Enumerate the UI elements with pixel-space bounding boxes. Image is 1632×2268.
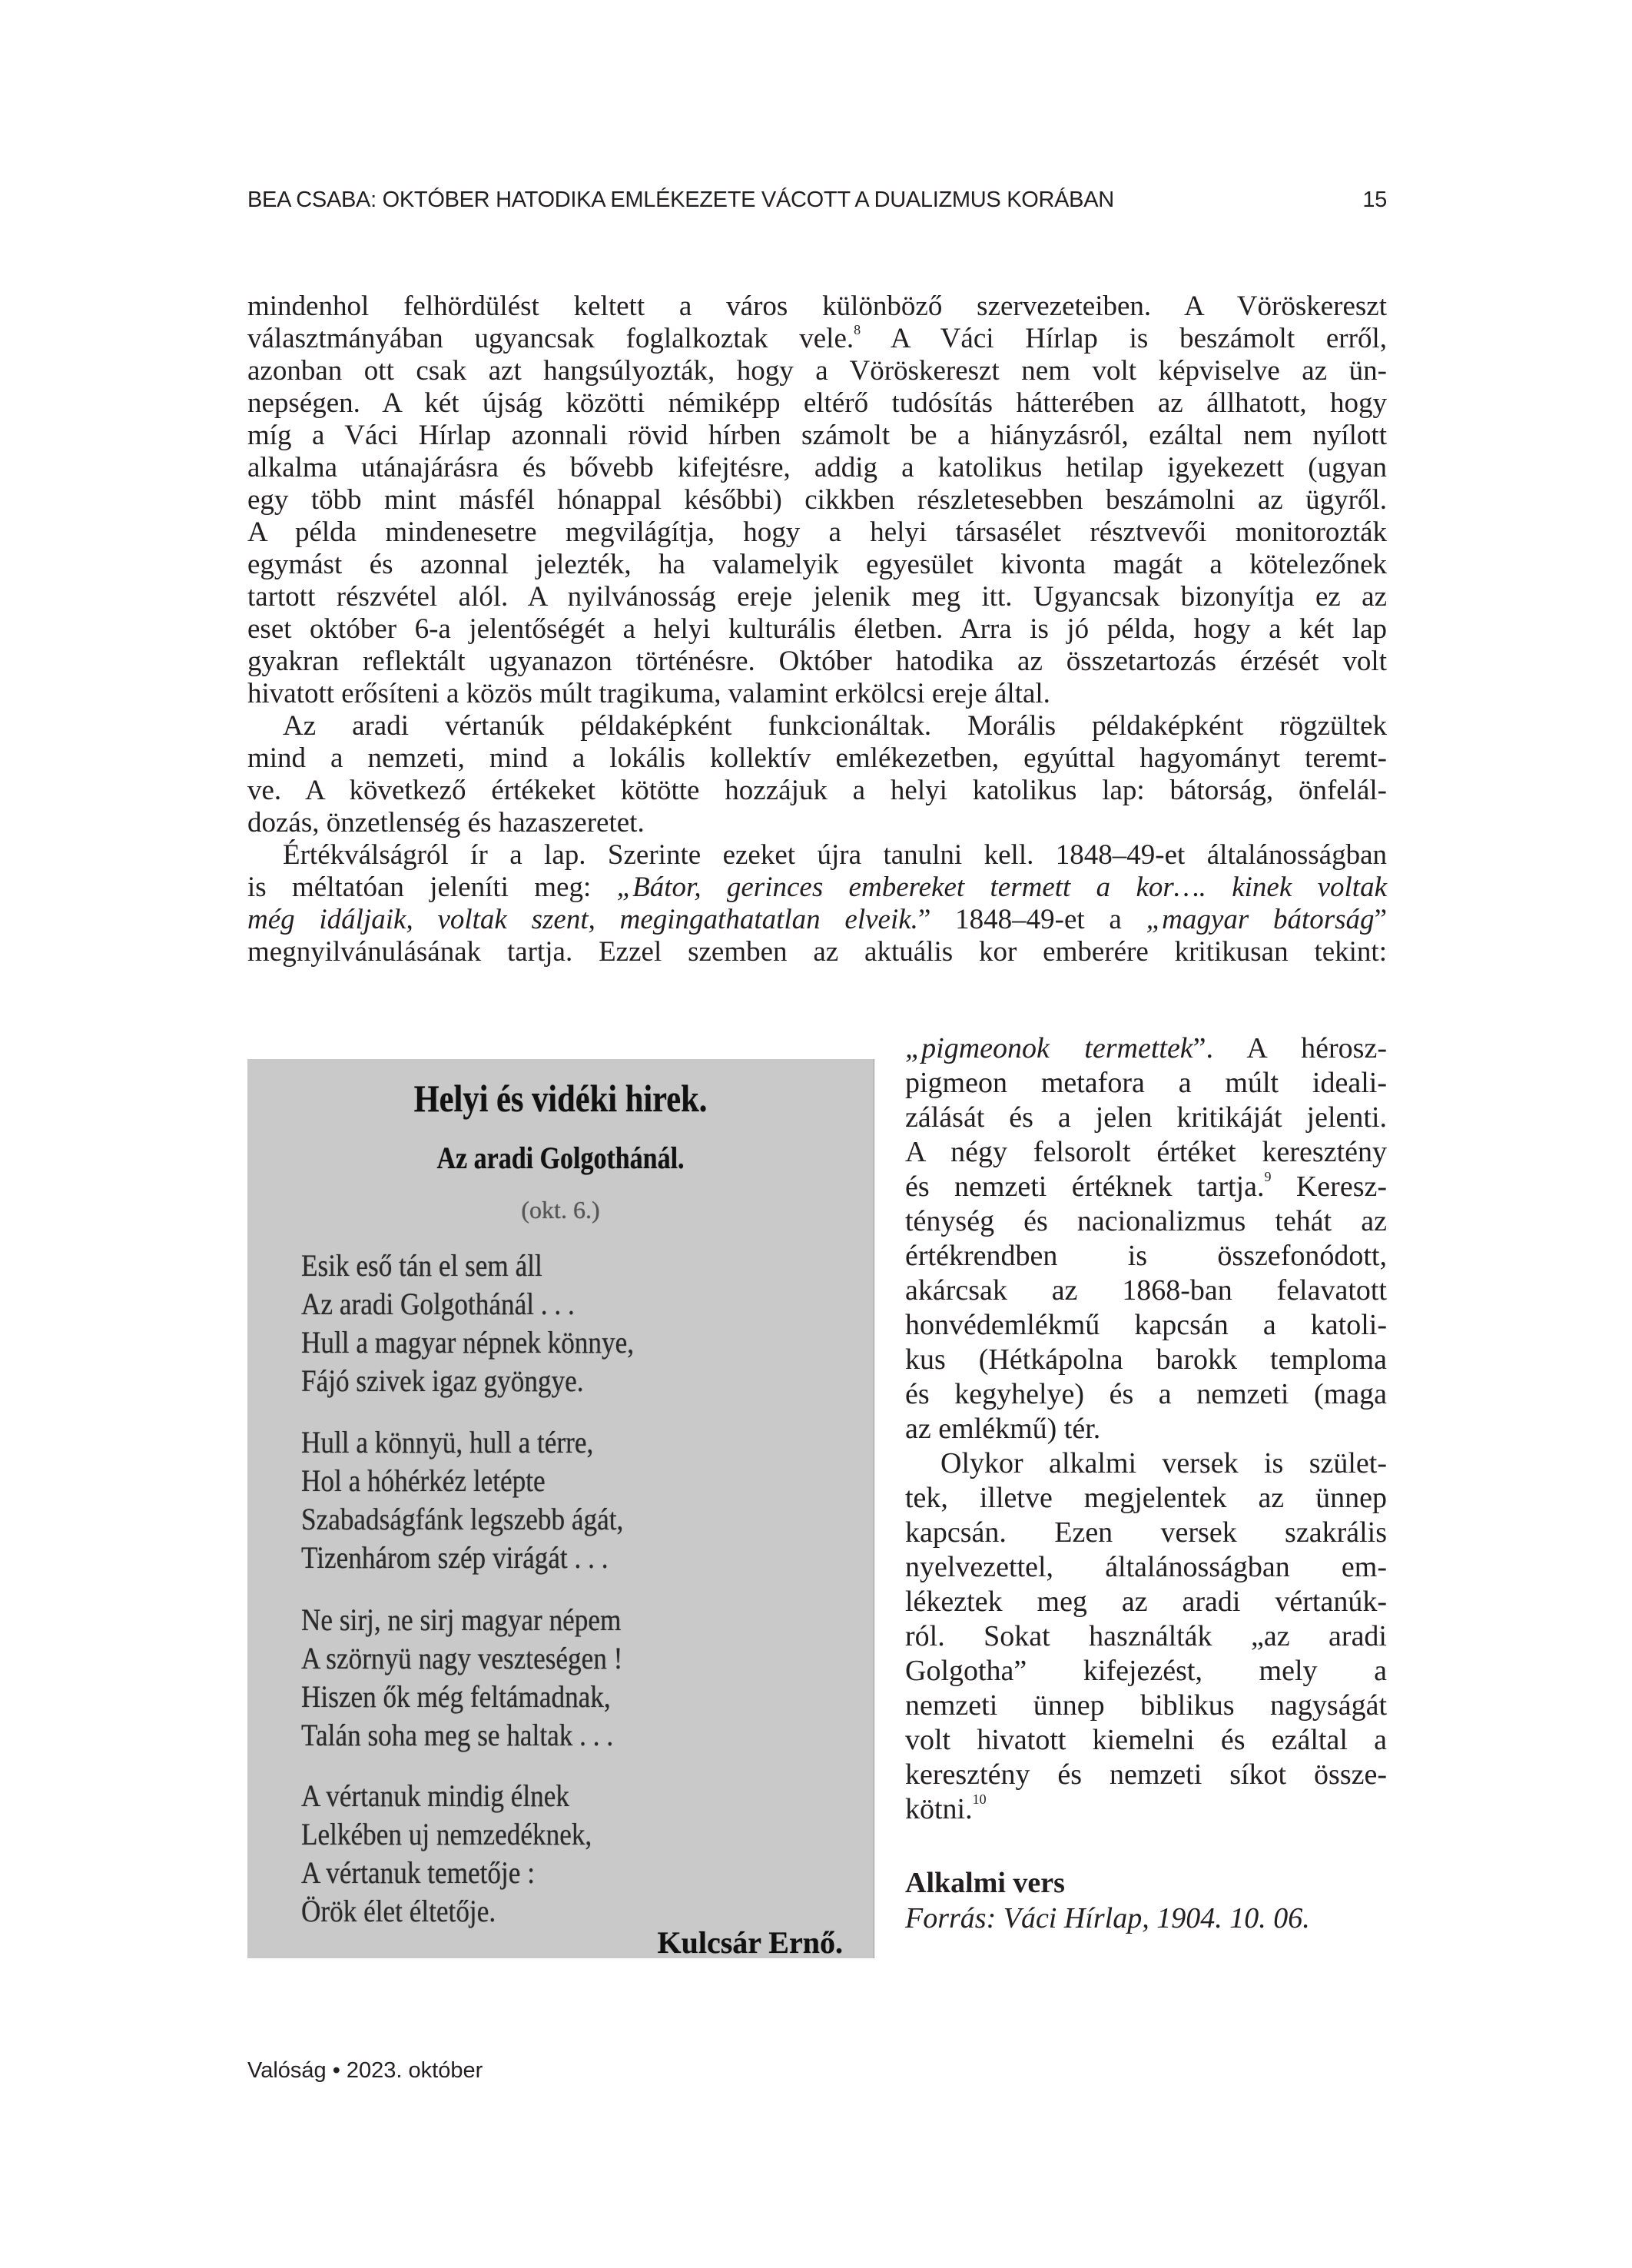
text-line: hivatott erősíteni a közös múlt tragikuma, valamint erkölcsi ereje által. <box>247 678 1050 709</box>
text-line: gyakran reflektált ugyanazon történésre. Október hatodika az összetartozás érzését volt <box>247 646 1387 677</box>
text-line: Az aradi vértanúk példaképként funkcionáltak. Morális példaképként rögzültek <box>283 710 1387 742</box>
text-line: „pigmeonok termettek”. A hérosz- <box>905 1032 1387 1064</box>
text-line: kus (Hétkápolna barokk temploma <box>905 1343 1387 1376</box>
text-line: még idáljaik, voltak szent, megingathatatlan elveik.” 1848–49-et a „magyar bátorság” <box>247 904 1387 935</box>
figure-caption-title: Alkalmi vers <box>905 1867 1065 1899</box>
poem-stanza: Ne sirj, ne sirj magyar népem A szörnyü nagy veszteségen ! Hiszen ők még feltámadnak, Talán soha meg se haltak . . . <box>301 1602 623 1752</box>
text-line: nemzeti ünnep biblikus nagyságát <box>905 1689 1387 1722</box>
text-line: egymást és azonnal jelezték, ha valamelyik egyesület kivonta magát a kötelezőnek <box>247 549 1387 580</box>
text-line: nepségen. A két újság közötti némiképp eltérő tudósítás hátterében az állhatott, hogy <box>247 387 1387 419</box>
poem-stanza: A vértanuk mindig élnek Lelkében uj nemzedéknek, A vértanuk temetője : Örök élet éltetője. <box>301 1778 592 1928</box>
footnote-ref[interactable]: 9 <box>1264 1169 1272 1184</box>
text-line: egy több mint másfél hónappal későbbi) cikkben részletesebben beszámolni az ügyről. <box>247 484 1387 516</box>
text-line: zálását és a jelen kritikáját jelenti. <box>905 1101 1387 1134</box>
text-line: A példa mindenesetre megvilágítja, hogy a helyi társasélet résztvevői monitorozták <box>247 516 1387 548</box>
text-line: keresztény és nemzeti síkot össze- <box>905 1758 1387 1791</box>
text-line: kötni.$^{10}$ <box>905 1791 987 1825</box>
text-line: értékrendben is összefonódott, <box>905 1240 1387 1272</box>
text-line: míg a Váci Hírlap azonnali rövid hírben számolt be a hiányzásról, ezáltal nem nyílott <box>247 420 1387 451</box>
text-line: pigmeon metafora a múlt ideali- <box>905 1067 1387 1099</box>
text-line: honvédemlékmű kapcsán a katoli- <box>905 1309 1387 1341</box>
right-text-column <box>905 1031 1387 1827</box>
text-line: és nemzeti értéknek tartja.$^9$ Keresz- <box>905 1169 1387 1203</box>
footnote-ref[interactable]: 10 <box>972 1791 987 1807</box>
text-line: ve. A következő értékeket kötötte hozzájuk a helyi katolikus lap: bátorság, önfelál- <box>247 775 1387 806</box>
text-line: volt hivatott kiemelni és ezáltal a <box>905 1724 1387 1756</box>
text-line: tartott részvétel alól. A nyilvánosság ereje jelenik meg itt. Ugyancsak bizonyítja ez az <box>247 581 1387 613</box>
text-line: választmányában ugyancsak foglalkoztak vele.$^8$ A Váci Hírlap is beszámolt erről, <box>247 322 1387 354</box>
text-line: nyelvezettel, általánosságban em- <box>905 1551 1387 1583</box>
page-number: 15 <box>1362 188 1387 212</box>
text-line: tek, illetve megjelentek az ünnep <box>905 1482 1387 1514</box>
text-line: és kegyhelye) és a nemzeti (maga <box>905 1378 1387 1410</box>
text-line: is méltatóan jeleníti meg: „Bátor, gerinces embereket termett a kor…. kinek voltak <box>247 872 1387 903</box>
running-title: BEA CSABA: OKTÓBER HATODIKA EMLÉKEZETE VÁCOTT A DUALIZMUS KORÁBAN <box>247 188 1114 212</box>
text-line: eset október 6-a jelentőségét a helyi kulturális életben. Arra is jó példa, hogy a két lap <box>247 613 1387 645</box>
text-line: mindenhol felhördülést keltett a város különböző szervezeteiben. A Vöröskereszt <box>247 291 1387 322</box>
footnote-ref[interactable]: 8 <box>854 322 861 337</box>
running-header <box>247 188 1387 213</box>
text-line: Golgotha” kifejezést, mely a <box>905 1655 1387 1687</box>
main-text-column <box>247 291 1387 968</box>
page-footer: Valóság • 2023. október <box>247 2058 483 2083</box>
text-line: ténység és nacionalizmus tehát az <box>905 1205 1387 1237</box>
poem-date: (okt. 6.) <box>521 1196 600 1224</box>
text-line: azonban ott csak azt hangsúlyozták, hogy a Vöröskereszt nem volt képviselve az ün- <box>247 355 1387 387</box>
text-line: alkalma utánajárásra és bővebb kifejtésre, addig a katolikus hetilap igyekezett (ugyan <box>247 452 1387 483</box>
figure-caption-source: Forrás: Váci Hírlap, 1904. 10. 06. <box>905 1902 1310 1934</box>
text-line: lékeztek meg az aradi vértanúk- <box>905 1586 1387 1618</box>
clipping-heading: Helyi és vidéki hirek. <box>413 1077 708 1120</box>
text-line: mind a nemzeti, mind a lokális kollektív emlékezetben, egyúttal hagyományt teremt- <box>247 742 1387 774</box>
text-line: az emlékmű) tér. <box>905 1413 1101 1445</box>
poem-stanza: Hull a könnyü, hull a térre, Hol a hóhérkéz letépte Szabadságfánk legszebb ágát, Tizenhárom szép virágát . . . <box>301 1425 624 1575</box>
poem-title: Az aradi Golgothánál. <box>436 1141 685 1175</box>
text-line: megnyilvánulásának tartja. Ezzel szemben az aktuális kor emberére kritikusan tekint: <box>247 936 1387 968</box>
text-line: kapcsán. Ezen versek szakrális <box>905 1516 1387 1549</box>
text-line: Értékválságról ír a lap. Szerinte ezeket újra tanulni kell. 1848–49-et általánosságban <box>283 839 1387 871</box>
poem-author: Kulcsár Ernő. <box>657 1925 843 1960</box>
poem-stanza: Esik eső tán el sem áll Az aradi Golgothánál . . . Hull a magyar népnek könnye, Fájó szivek igaz gyöngye. <box>301 1248 635 1398</box>
text-line: dozás, önzetlenség és hazaszeretet. <box>247 807 645 838</box>
text-line: Olykor alkalmi versek is szület- <box>940 1447 1387 1479</box>
text-line: akárcsak az 1868-ban felavatott <box>905 1274 1387 1307</box>
text-line: ról. Sokat használták „az aradi <box>905 1620 1387 1652</box>
newspaper-clipping-image <box>247 1059 874 1958</box>
text-line: A négy felsorolt értéket keresztény <box>905 1136 1387 1168</box>
